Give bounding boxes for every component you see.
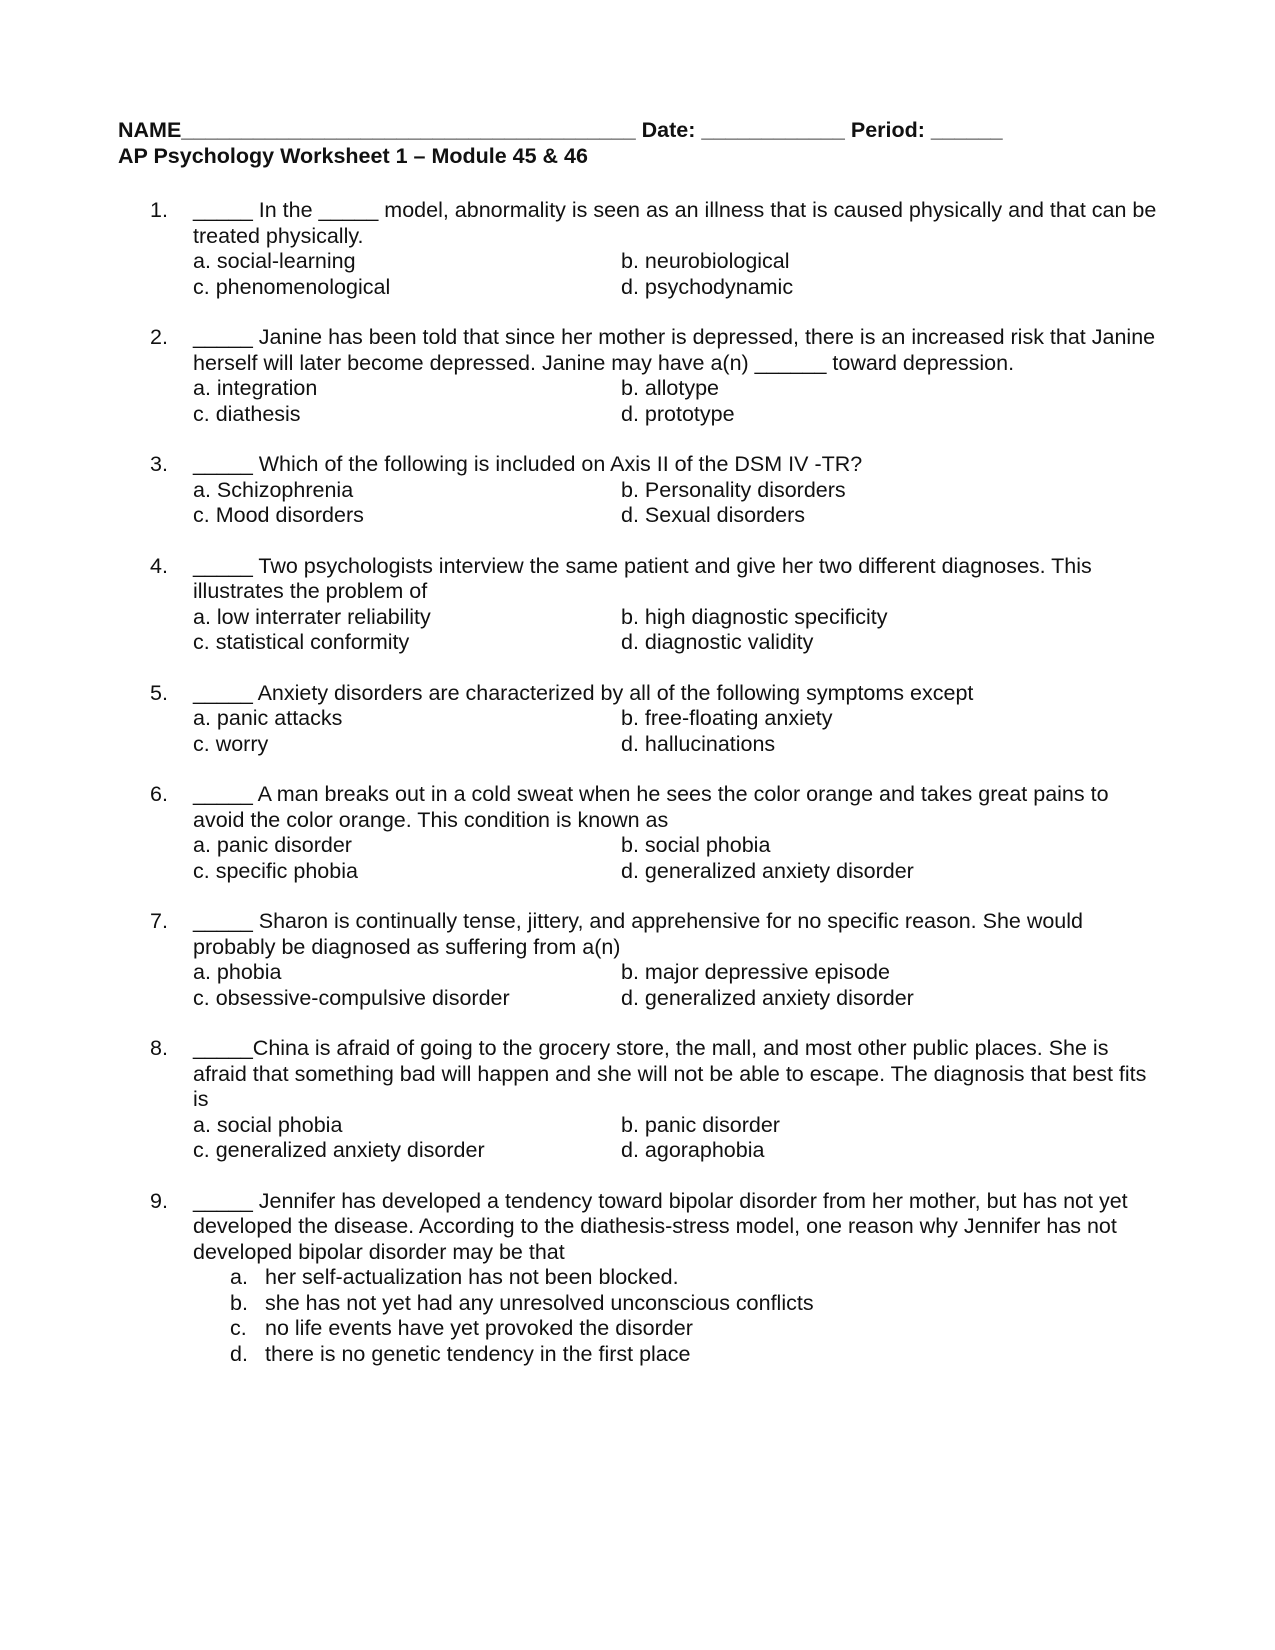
question-stem: _____ Sharon is continually tense, jittery, and apprehensive for no specific reason. She would probably be diagnosed as suffering from a(n) (193, 909, 1084, 959)
question-list (118, 198, 1158, 1392)
question-stem: _____ In the _____ model, abnormality is seen as an illness that is caused physically and that can be treated physically. (193, 198, 1157, 248)
option-a: a. Schizophrenia (193, 477, 354, 502)
answer-options (193, 1113, 1158, 1164)
question-1 (118, 198, 1158, 300)
option-a: a. social phobia (193, 1112, 343, 1137)
answer-options (193, 605, 1158, 656)
option-letter: b. (230, 1290, 248, 1315)
option-text: she has not yet had any unresolved unconscious conflicts (265, 1290, 814, 1315)
question-number: 4. (150, 553, 168, 578)
option-d (193, 1342, 1158, 1368)
option-a: a. social-learning (193, 249, 356, 273)
option-c: c. Mood disorders (193, 503, 364, 527)
option-d: d. generalized anxiety disorder (621, 985, 914, 1010)
option-c: c. diathesis (193, 401, 301, 426)
question-number: 5. (150, 680, 168, 705)
question-number: 2. (150, 325, 168, 349)
option-b: b. social phobia (621, 833, 771, 857)
option-text: her self-actualization has not been blocked. (265, 1265, 679, 1289)
question-number: 8. (150, 1036, 168, 1060)
option-b: b. allotype (621, 376, 720, 400)
option-c: c. obsessive-compulsive disorder (193, 985, 510, 1010)
option-a: a. phobia (193, 960, 282, 984)
option-a: a. panic disorder (193, 833, 352, 857)
option-d: d. hallucinations (621, 731, 776, 756)
option-b: b. free-floating anxiety (621, 706, 833, 730)
option-d: d. psychodynamic (621, 274, 794, 299)
option-letter: d. (230, 1341, 248, 1366)
worksheet-header (118, 117, 1178, 169)
question-5 (118, 681, 1158, 758)
question-6 (118, 782, 1158, 884)
answer-options (193, 1265, 1158, 1367)
question-number: 1. (150, 198, 168, 222)
option-a: a. low interrater reliability (193, 604, 431, 629)
question-4 (118, 554, 1158, 656)
question-3 (118, 452, 1158, 529)
option-text: there is no genetic tendency in the first place (265, 1341, 691, 1366)
option-c: c. generalized anxiety disorder (193, 1138, 485, 1162)
question-stem: _____ Which of the following is included on Axis II of the DSM IV -TR? (193, 452, 863, 476)
question-7 (118, 909, 1158, 1011)
option-text: no life events have yet provoked the disorder (265, 1316, 693, 1340)
option-c: c. phenomenological (193, 274, 391, 299)
question-number: 3. (150, 452, 168, 476)
question-number: 6. (150, 782, 168, 806)
question-8 (118, 1036, 1158, 1164)
answer-options (193, 706, 1158, 757)
question-stem: _____ Jennifer has developed a tendency toward bipolar disorder from her mother, but has not yet developed the disease. According to the diathesis-stress model, one reason why Jennifer has not developed bipolar disorder may be that (193, 1188, 1128, 1264)
answer-options (193, 960, 1158, 1011)
option-d: d. agoraphobia (621, 1138, 765, 1162)
question-number: 7. (150, 909, 168, 933)
option-letter: c. (230, 1316, 247, 1340)
answer-options (193, 249, 1158, 300)
answer-options (193, 833, 1158, 884)
name-date-period-line: NAME______________________________________ Date: ____________ Period: ______ (118, 118, 1003, 142)
question-stem: _____ Two psychologists interview the same patient and give her two different diagnoses. This illustrates the problem of (193, 553, 1092, 603)
option-b: b. panic disorder (621, 1112, 780, 1137)
option-d: d. Sexual disorders (621, 503, 806, 527)
question-9 (118, 1189, 1158, 1368)
worksheet-title: AP Psychology Worksheet 1 – Module 45 & 46 (118, 144, 588, 168)
option-b: b. major depressive episode (621, 960, 890, 984)
option-d: d. diagnostic validity (621, 630, 814, 654)
question-2 (118, 325, 1158, 427)
option-a (193, 1265, 1158, 1291)
option-a: a. integration (193, 376, 318, 400)
question-stem: _____ Anxiety disorders are characterized by all of the following symptoms except (193, 680, 974, 705)
question-stem: _____ Janine has been told that since her mother is depressed, there is an increased risk that Janine herself will later become depressed. Janine may have a(n) ______ toward depression. (193, 325, 1156, 375)
option-c: c. worry (193, 731, 269, 756)
option-b: b. neurobiological (621, 249, 790, 273)
option-b: b. Personality disorders (621, 477, 846, 502)
option-b (193, 1291, 1158, 1317)
answer-options (193, 376, 1158, 427)
option-c (193, 1316, 1158, 1342)
answer-options (193, 478, 1158, 529)
option-c: c. specific phobia (193, 858, 358, 883)
option-a: a. panic attacks (193, 706, 343, 730)
option-letter: a. (230, 1265, 248, 1289)
option-c: c. statistical conformity (193, 630, 410, 654)
option-b: b. high diagnostic specificity (621, 604, 888, 629)
question-stem: _____China is afraid of going to the grocery store, the mall, and most other public places. She is afraid that something bad will happen and she will not be able to escape. The diagnosis that best fits is (193, 1036, 1147, 1111)
option-d: d. generalized anxiety disorder (621, 858, 914, 883)
question-stem: _____ A man breaks out in a cold sweat when he sees the color orange and takes great pains to avoid the color orange. This condition is known as (193, 782, 1109, 832)
question-number: 9. (150, 1188, 168, 1213)
option-d: d. prototype (621, 401, 735, 426)
